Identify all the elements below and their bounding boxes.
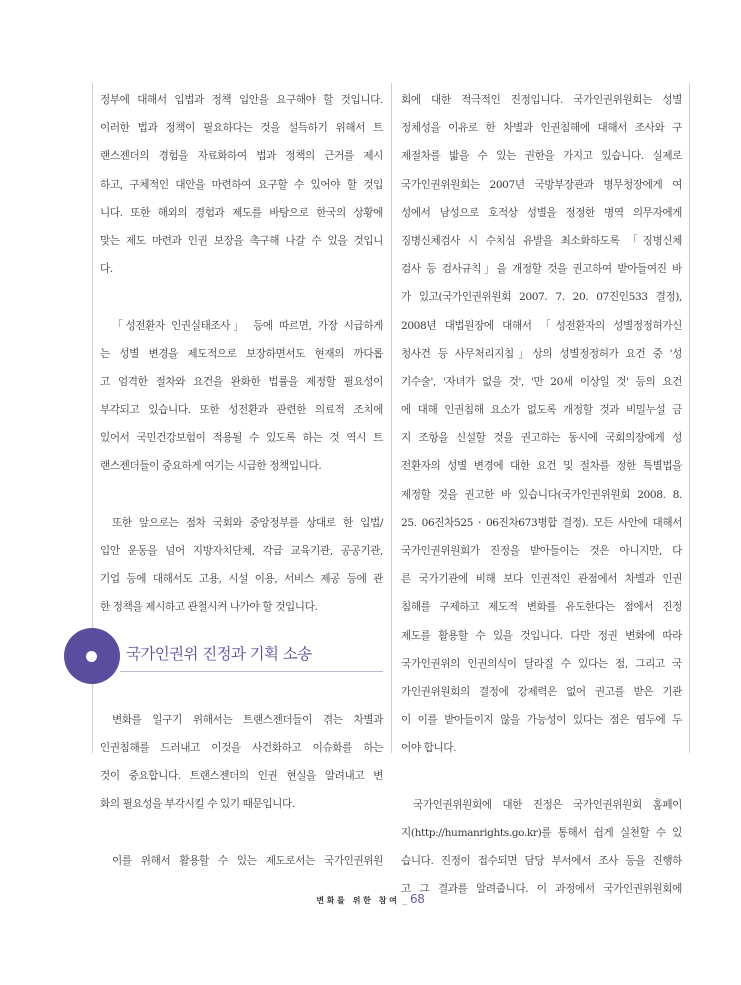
paragraph xyxy=(100,86,383,283)
text-line: 검사 등 검사규칙」을 개정할 것을 권고하여 받아들여진 바 xyxy=(401,263,682,276)
section-heading-text: 국가인권위 진정과 기획 소송 xyxy=(126,644,312,663)
text-line: 이러한 법과 정책이 필요하다는 것을 설득하기 위해서 트 xyxy=(100,122,383,135)
footer-title: 변화를 위한 참여 xyxy=(316,896,400,905)
text-line: 하고, 구체적인 대안을 마련하여 요구할 수 있어야 할 것입 xyxy=(100,178,383,191)
text-line: 제정할 것을 권고한 바 있습니다(국가인권위원회 2008. 8. xyxy=(401,488,682,501)
text-line: 정부에 대해서 입법과 정책 입안을 요구해야 할 것입니다. xyxy=(100,94,383,106)
text-line: 습니다. 진정이 접수되면 담당 부서에서 조사 등을 진행하 xyxy=(401,855,682,868)
text-line: 제도를 활용할 수 있을 것입니다. 다만 정권 변화에 따라 xyxy=(401,629,682,642)
text-line: 가인권위원회의 결정에 강제력은 없어 권고를 받은 기관 xyxy=(401,685,682,698)
text-line: 지(http://humanrights.go.kr)를 통해서 쉽게 실천할 수 있 xyxy=(401,826,682,839)
paragraph xyxy=(401,791,682,904)
text-line: 청사건 등 사무처리지침」상의 성별정정허가 요건 중 '성 xyxy=(401,347,682,360)
text-line: 지 조항을 신설할 것을 권고하는 동시에 국회의장에게 성 xyxy=(401,432,682,445)
page-footer xyxy=(0,888,741,907)
text-line: 는 성별 변경을 제도적으로 보장하면서도 현재의 까다롭 xyxy=(100,347,383,360)
text-line: 국가인권위원회가 진정을 받아들이는 것은 아니지만, 다 xyxy=(401,545,682,557)
paragraph xyxy=(100,847,383,875)
text-line: 회에 대한 적극적인 진정입니다. 국가인권위원회는 성별 xyxy=(401,94,682,106)
text-line: 가 있고(국가인권위원회 2007. 7. 20. 07진인533 결정), xyxy=(401,291,682,304)
text-line: 입안 운동을 넘어 지방자치단체, 각급 교육기관, 공공기관, xyxy=(100,545,383,557)
text-line: 이 이를 받아들이지 않을 가능성이 있다는 점은 염두에 두 xyxy=(401,714,682,727)
bullet-dot-icon xyxy=(86,651,97,662)
text-line: 있어서 국민건강보험이 적용될 수 있도록 하는 것 역시 트 xyxy=(100,432,383,445)
text-line: 고 엄격한 절차와 요건을 완화한 법률을 제정할 필요성이 xyxy=(100,375,383,388)
left-column xyxy=(100,86,383,875)
text-line: 이를 위해서 활용할 수 있는 제도로서는 국가인권위원 xyxy=(112,854,383,867)
text-line: 침해를 구제하고 제도적 변화를 유도한다는 점에서 진정 xyxy=(401,601,682,614)
text-line: 징병신체검사 시 수치심 유발을 최소화하도록 「징병신체 xyxy=(401,234,682,247)
text-line: 고 그 결과를 알려줍니다. 이 과정에서 국가인권위원회에 xyxy=(401,883,682,896)
text-line: 기수술', '자녀가 없을 것', '만 20세 이상일 것' 등의 요건 xyxy=(401,375,682,388)
footer-separator: _ xyxy=(402,896,407,906)
text-line: 변화를 일구기 위해서는 트랜스젠더들이 겪는 차별과 xyxy=(112,713,383,726)
text-line: 기업 등에 대해서도 고용, 시설 이용, 서비스 제공 등에 관 xyxy=(100,573,383,586)
text-line: 인권침해를 드러내고 이것을 사건화하고 이슈화를 하는 xyxy=(100,741,383,754)
text-line: 국가인권위원회에 대한 진정은 국가인권위원회 홈페이 xyxy=(413,798,682,811)
text-line: 화의 필요성을 부각시킬 수 있기 때문입니다. xyxy=(100,798,295,811)
column-divider-rule xyxy=(391,83,392,753)
text-line: 「성전환자 인권실태조사」 등에 따르면, 가장 시급하게 xyxy=(112,319,383,332)
text-line: 에 대해 인권침해 요소가 없도록 개정할 것과 비밀누설 금 xyxy=(401,404,682,417)
paragraph xyxy=(100,706,383,819)
text-line: 니다. 또한 해외의 경험과 제도를 바탕으로 한국의 상황에 xyxy=(100,206,383,219)
paragraph xyxy=(100,509,383,622)
text-line: 다. xyxy=(100,263,113,276)
text-line: 또한 앞으로는 점차 국회와 중앙정부를 상대로 한 입법/ xyxy=(112,516,383,529)
text-line: 것이 중요합니다. 트랜스젠더의 인권 현실을 알려내고 변 xyxy=(100,769,383,782)
right-margin-rule xyxy=(689,83,690,753)
text-line: 정체성을 이유로 한 차별과 인권침해에 대해서 조사와 구 xyxy=(401,122,682,135)
page-number: 68 xyxy=(409,892,425,906)
text-line: 국가인권위원회는 2007년 국방부장관과 병무청장에게 여 xyxy=(401,178,682,191)
heading-underline xyxy=(120,671,383,672)
text-line: 랜스젠더들이 중요하게 여기는 시급한 정책입니다. xyxy=(100,460,322,473)
text-line: 전환자의 성별 변경에 대한 요건 및 절차를 정한 특별법을 xyxy=(401,460,682,473)
text-line: 2008년 대법원장에 대해서 「성전환자의 성별정정허가신 xyxy=(401,319,682,332)
text-line: 어야 합니다. xyxy=(401,742,457,755)
text-line: 제절차를 밟을 수 있는 권한을 가지고 있습니다. 실제로 xyxy=(401,150,682,163)
text-line: 국가인권위의 인권의식이 달라질 수 있다는 점, 그리고 국 xyxy=(401,657,682,670)
right-column xyxy=(401,86,682,903)
text-line: 맞는 제도 마련과 인권 보장을 촉구해 나갈 수 있을 것입니 xyxy=(100,234,383,247)
text-line: 른 국가기관에 비해 보다 인권적인 관점에서 차별과 인권 xyxy=(401,573,682,586)
text-line: 25. 06진차525 · 06진차673병합 결정). 모든 사안에 대해서 xyxy=(401,516,682,529)
text-line: 한 정책을 제시하고 관철시켜 나가야 할 것입니다. xyxy=(100,601,318,614)
section-heading xyxy=(100,622,383,706)
paragraph xyxy=(401,86,682,763)
paragraph xyxy=(100,312,383,481)
text-line: 부각되고 있습니다. 또한 성전환과 관련한 의료적 조치에 xyxy=(100,404,383,417)
text-line: 랜스젠더의 경험을 자료화하여 법과 정책의 근거를 제시 xyxy=(100,150,383,163)
text-line: 성에서 남성으로 호적상 성별을 정정한 병역 의무자에게 xyxy=(401,206,682,219)
bullet-circle-icon xyxy=(64,628,120,684)
